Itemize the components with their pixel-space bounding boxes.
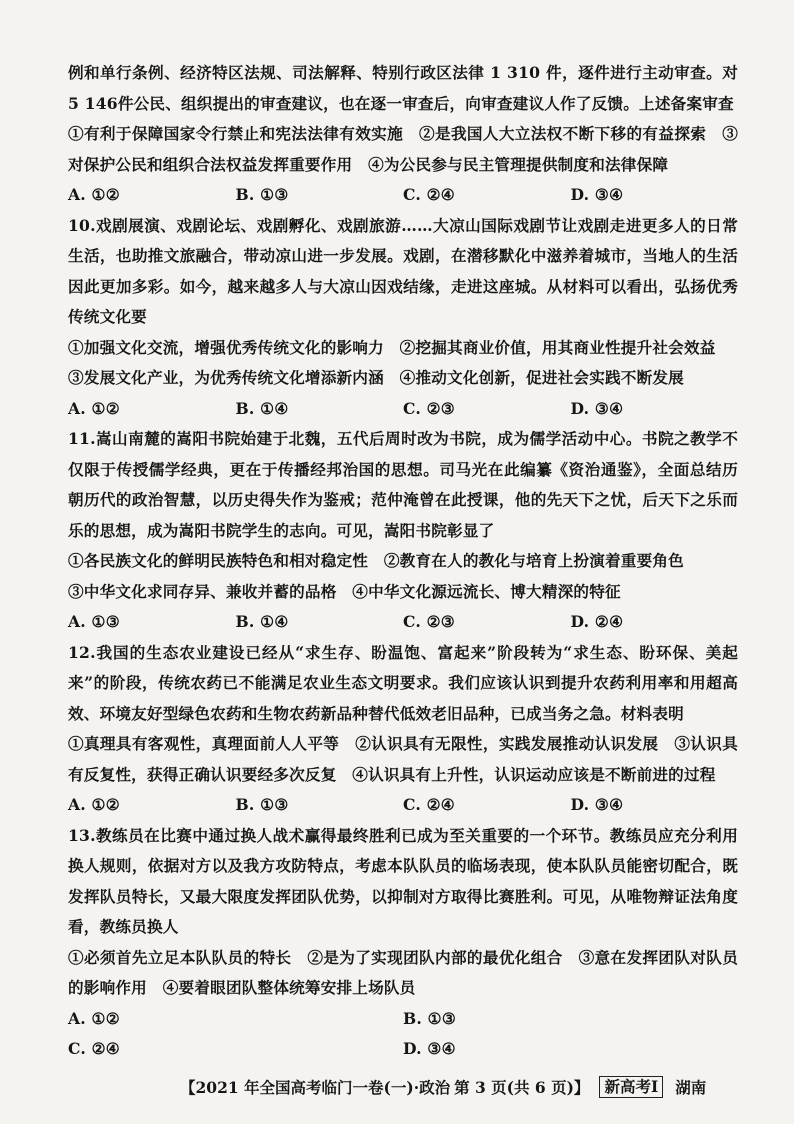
q9-options: ①有利于保障国家令行禁止和宪法法律有效实施 ②是我国人大立法权不断下移的有益探索 ③对保护公民和组织合法权益发挥重要作用 ④为公民参与民主管理提供制度和法律保障: [68, 124, 738, 174]
choice-d: D. ③④: [570, 795, 624, 814]
q13-choices-row1: [68, 1004, 738, 1035]
q10-stem: 10.戏剧展演、戏剧论坛、戏剧孵化、戏剧旅游……大凉山国际戏剧节让戏剧走进更多人的日常生活，也助推文旅融合，带动凉山进一步发展。戏剧，在潜移默化中滋养着城市，当地人的生活因此更加多彩。如今，越来越多人与大凉山因戏结缘，走进这座城。从材料可以看出，弘扬优秀传统文化要: [68, 215, 738, 326]
region-label: 湖南: [675, 1078, 707, 1097]
choice-c: C. ②③: [403, 398, 455, 418]
question-number: 11.: [68, 429, 96, 448]
question-number: 10.: [68, 215, 96, 235]
choice-c: C. ②④: [68, 1039, 120, 1058]
choice-a: A. ①②: [68, 1008, 120, 1028]
choice-a: A. ①②: [68, 185, 120, 204]
q10-options-2: ③发展文化产业，为优秀传统文化增添新内涵 ④推动文化创新，促进社会实践不断发展: [68, 368, 684, 387]
q12-choices: [68, 790, 738, 821]
choice-c: C. ②④: [403, 185, 455, 204]
choice-a: A. ①③: [68, 612, 120, 631]
choice-a: A. ①②: [68, 795, 120, 814]
choice-b: B. ①③: [235, 795, 289, 814]
choice-c: C. ②④: [403, 795, 455, 814]
exam-type-badge: 新高考Ⅰ: [599, 1076, 663, 1098]
q9-stem-continued: 例和单行条例、经济特区法规、司法解释、特别行政区法律 1 310 件，逐件进行主动审查。对 5 146件公民、组织提出的审查建议，也在逐一审查后，向审查建议人作了反馈。上述备案审查: [68, 63, 738, 113]
q12-options: ①真理具有客观性，真理面前人人平等 ②认识具有无限性，实践发展推动认识发展 ③认识具有反复性，获得正确认识要经多次反复 ④认识具有上升性，认识运动应该是不断前进的过程: [68, 734, 738, 784]
choice-d: D. ③④: [570, 185, 624, 204]
q9-choices: [68, 180, 738, 211]
page-number: 第 3 页(共 6 页)】: [454, 1078, 590, 1097]
q10-options-1: ①加强文化交流，增强优秀传统文化的影响力 ②挖掘其商业价值，用其商业性提升社会效益: [68, 337, 716, 357]
q13-options: ①必须首先立足本队队员的特长 ②是为了实现团队内部的最优化组合 ③意在发挥团队对队员的影响作用 ④要着眼团队整体统筹安排上场队员: [68, 947, 738, 997]
choice-d: D. ②④: [570, 612, 624, 631]
choice-b: B. ①③: [403, 1008, 456, 1028]
exam-title: 【2021 年全国高考临门一卷(一)·政治: [180, 1078, 451, 1097]
choice-b: B. ①③: [235, 185, 289, 204]
choice-b: B. ①④: [235, 398, 289, 418]
choice-a: A. ①②: [68, 398, 120, 418]
q13-stem: 13.教练员在比赛中通过换人战术赢得最终胜利已成为至关重要的一个环节。教练员应充分利用换人规则，依据对方以及我方攻防特点，考虑本队队员的临场表现，使本队队员能密切配合，既发挥队员特长，又最大限度发挥团队优势，以抑制对方取得比赛胜利。可见，从唯物辩证法角度看，教练员换人: [68, 825, 738, 936]
q12-stem: 12.我国的生态农业建设已经从“求生存、盼温饱、富起来”阶段转为“求生态、盼环保、美起来”的阶段，传统农药已不能满足农业生态文明要求。我们应该认识到提升农药利用率和用超高效、环境友好型绿色农药和生物农药新品种替代低效老旧品种，已成当务之急。材料表明: [68, 642, 738, 723]
q11-choices: [68, 607, 738, 638]
q11-options-1: ①各民族文化的鲜明民族特色和相对稳定性 ②教育在人的教化与培育上扮演着重要角色: [68, 551, 684, 570]
question-number: 12.: [68, 642, 96, 662]
q10-choices: [68, 394, 738, 425]
choice-b: B. ①④: [235, 612, 289, 631]
choice-c: C. ②③: [403, 612, 455, 631]
question-number: 13.: [68, 825, 96, 845]
page-content: [68, 58, 738, 1065]
q11-stem: 11.嵩山南麓的嵩阳书院始建于北魏，五代后周时改为书院，成为儒学活动中心。书院之教学不仅限于传授儒学经典，更在于传播经邦治国的思想。司马光在此编纂《资治通鉴》，全面总结历朝历代的政治智慧，以历史得失作为鉴戒；范仲淹曾在此授课，他的先天下之忧，后天下之乐而乐的思想，成为嵩阳书院学生的志向。可见，嵩阳书院彰显了: [68, 429, 738, 540]
page-footer: [180, 1076, 740, 1098]
q11-options-2: ③中华文化求同存异、兼收并蓄的品格 ④中华文化源远流长、博大精深的特征: [68, 581, 621, 601]
choice-d: D. ③④: [570, 398, 624, 418]
q13-choices-row2: [68, 1034, 738, 1065]
choice-d: D. ③④: [403, 1039, 456, 1058]
